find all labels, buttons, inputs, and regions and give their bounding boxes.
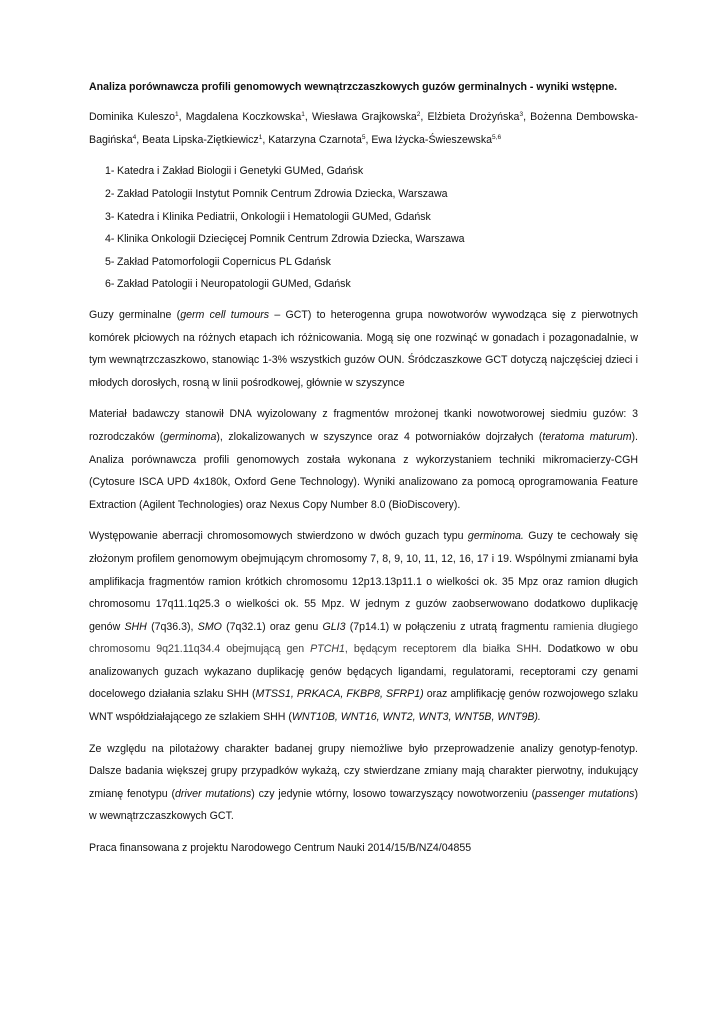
author-affiliation-mark: 1 xyxy=(301,111,305,118)
gene-list: MTSS1, PRKACA, FKBP8, SFRP1) xyxy=(255,688,424,701)
author-affiliation-mark: 5 xyxy=(361,134,366,142)
term-italic: driver mutations xyxy=(175,787,252,800)
affiliation-number: 3- xyxy=(105,210,115,223)
author-affiliation-mark: 2 xyxy=(416,111,421,118)
funding-note: Praca finansowana z projektu Narodowego Centrum Nauki 2014/15/B/NZ4/04855 xyxy=(89,842,472,855)
affiliation-item xyxy=(89,206,638,229)
affiliation-item xyxy=(89,160,638,183)
author: Ewa Iżycka-Świeszewska$^{5,6}$ xyxy=(371,134,502,147)
document-content xyxy=(89,77,638,869)
gene-name: SMO xyxy=(197,620,222,633)
author-list xyxy=(89,106,638,152)
gene-name: SHH xyxy=(124,620,147,633)
affiliation-number: 4- xyxy=(105,233,115,246)
affiliation-number: 2- xyxy=(105,188,115,200)
affiliation-text: Klinika Onkologii Dziecięcej Pomnik Centrum Zdrowia Dziecka, Warszawa xyxy=(117,233,465,246)
affiliation-text: Katedra i Klinika Pediatrii, Onkologii i Hematologii GUMed, Gdańsk xyxy=(117,210,431,223)
term-italic: germinoma xyxy=(163,430,217,443)
affiliation-list xyxy=(89,160,638,296)
author: Beata Lipska-Ziętkiewicz$^1$, xyxy=(142,134,269,147)
term-italic: germinoma. xyxy=(467,530,524,543)
author: Magdalena Koczkowska$^1$, xyxy=(185,111,312,123)
term-italic: passenger mutations xyxy=(535,787,635,800)
author-affiliation-mark: 4 xyxy=(132,134,137,142)
author: Bożenna Dembowska-Bagińska$^4$, xyxy=(89,111,638,147)
term-italic: teratoma maturum xyxy=(542,430,632,443)
paragraph-conclusion: Ze względu na pilotażowy charakter badanej grupy niemożliwe było przeprowadzenie analizy genotyp-fenotyp. Dalsze badania większej grupy przypadków wykażą, czy stwierdzane zmiany mają charakter pierwotny, indukujący zmianę fenotypu (driver mutations) czy jedynie wtórny, losowo towarzyszący nowotworzeniu (passenger mutations) w wewnątrzczaszkowych GCT. xyxy=(89,742,638,823)
affiliation-text: Zakład Patologii i Neuropatologii GUMed, Gdańsk xyxy=(117,278,351,291)
affiliation-text: Zakład Patologii Instytut Pomnik Centrum Zdrowia Dziecka, Warszawa xyxy=(117,188,448,200)
gene-list: WNT10B, WNT16, WNT2, WNT3, WNT5B, WNT9B). xyxy=(291,711,541,724)
affiliation-item xyxy=(89,251,638,274)
author: Katarzyna Czarnota$^5$, xyxy=(268,134,372,147)
author-affiliation-mark: 1 xyxy=(258,134,263,142)
paragraph-results: Występowanie aberracji chromosomowych stwierdzono w dwóch guzach typu germinoma. Guzy te cechowały się złożonym profilem genomowym obejmującym chromosomy 7, 8, 9, 10, 11, 12, 16, 17 i 19. Wspólnymi zmianami była amplifikacja fragmentów ramion krótkich chromosomu 12p13.13p11.1 o wielkości ok. 35 Mpz oraz ramion długich chromosomu 17q11.1q25.3 o wielkości ok. 55 Mpz. W jednym z guzów zaobserwowano dodatkowo duplikację genów SHH (7q36.3), SMO (7q32.1) oraz genu GLI3 (7p14.1) w połączeniu z utratą fragmentu ramienia długiego chromosomu 9q21.11q34.4 obejmującą gen PTCH1, będącym receptorem dla białka SHH. Dodatkowo w obu analizowanych guzach wykazano duplikację genów będących ligandami, regulatorami, receptorami czy genami docelowego działania szlaku SHH (MTSS1, PRKACA, FKBP8, SFRP1) oraz amplifikację genów rozwojowego szlaku WNT współdziałającego ze szlakiem SHH (WNT10B, WNT16, WNT2, WNT3, WNT5B, WNT9B). xyxy=(89,530,639,724)
affiliation-text: Zakład Patomorfologii Copernicus PL Gdańsk xyxy=(117,255,331,268)
affiliation-text: Katedra i Zakład Biologii i Genetyki GUMed, Gdańsk xyxy=(117,165,364,178)
paragraph-methods: Materiał badawczy stanowił DNA wyizolowany z fragmentów mrożonej tkanki nowotworowej siedmiu guzów: 3 rozrodczaków (germinoma), zlokalizowanych w szyszynce oraz 4 potworniaków dojrzałych (teratoma maturum). Analiza porównawcza profili genomowych została wykonana z wykorzystaniem techniki mikromacierzy-CGH (Cytosure ISCA UPD 4x180k, Oxford Gene Technology). Wyniki analizowano za pomocą oprogramowania Feature Extraction (Agilent Technologies) oraz Nexus Copy Number 8.0 (BioDiscovery). xyxy=(89,408,639,511)
affiliation-number: 1- xyxy=(105,165,115,178)
author-affiliation-mark: 3 xyxy=(519,111,524,118)
affiliation-number: 6- xyxy=(105,278,115,291)
affiliation-item xyxy=(89,183,638,206)
term-italic: germ cell tumours xyxy=(180,308,270,321)
gene-name: GLI3 xyxy=(322,620,346,633)
affiliation-item xyxy=(89,228,638,251)
author-affiliation-mark: 5,6 xyxy=(492,134,502,142)
author: Dominika Kuleszo$^1$, xyxy=(89,111,186,123)
document-title: Analiza porównawcza profili genomowych wewnątrzczaszkowych guzów germinalnych - wyniki wstępne. xyxy=(89,81,618,93)
paragraph-introduction: Guzy germinalne (germ cell tumours – GCT) to heterogenna grupa nowotworów wywodząca się z pierwotnych komórek płciowych na różnych etapach ich różnicowania. Mogą się one rozwinąć w gonadach i pozagonadalnie, w tym wewnątrzczaszkowo, stanowiąc 1-3% wszystkich guzów OUN. Śródczaszkowe GCT dotyczą najczęściej dzieci i młodych dorosłych, rosną w linii pośrodkowej, głównie w szyszynce xyxy=(89,308,638,389)
affiliation-item xyxy=(89,273,638,296)
author: Elżbieta Drożyńska$^3$, xyxy=(427,111,531,123)
author: Wiesława Grajkowska$^2$, xyxy=(311,111,428,123)
affiliation-number: 5- xyxy=(105,255,115,268)
author-affiliation-mark: 1 xyxy=(175,111,179,118)
gene-name: PTCH1 xyxy=(310,643,345,656)
